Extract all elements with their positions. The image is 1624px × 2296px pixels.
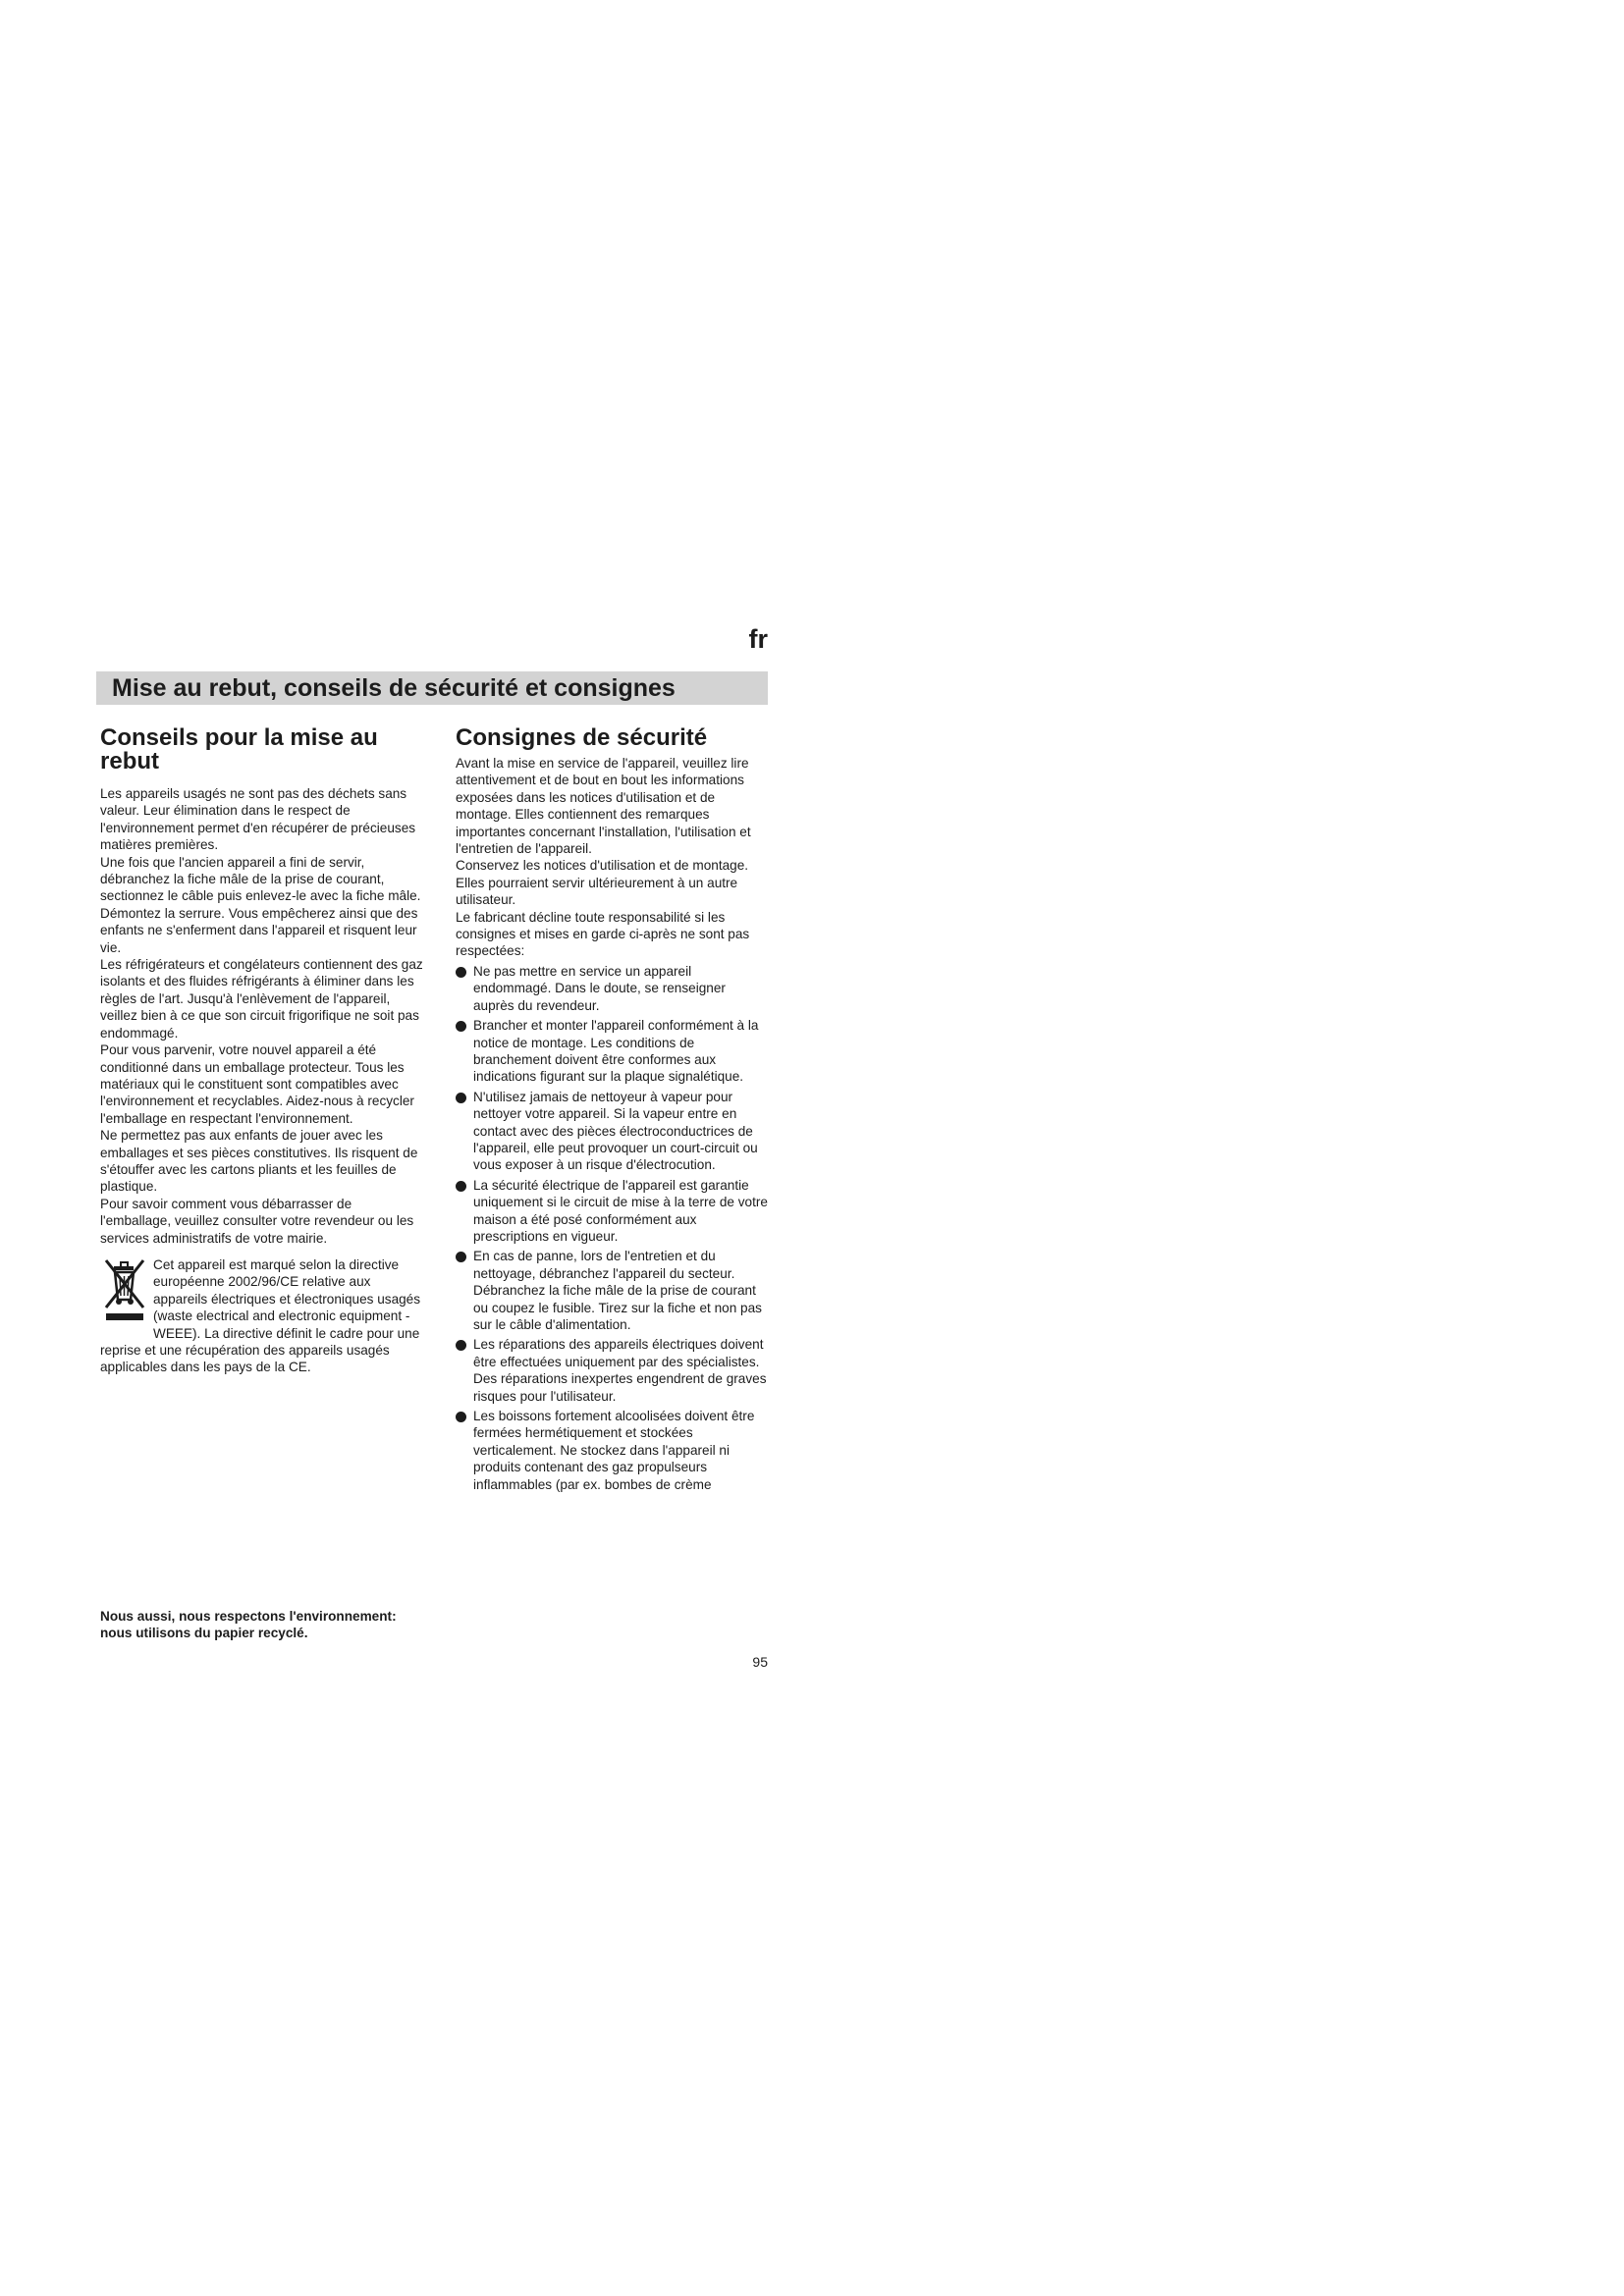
disposal-paragraph: Les réfrigérateurs et congélateurs contiennent des gaz isolants et des fluides réfrigérants à éliminer dans les règles de l'art. Jusqu'à l'enlèvement de l'appareil, veillez bien à ce que son circuit frigorifique ne soit pas endommagé. [100,957,423,1041]
safety-bullet-text: En cas de panne, lors de l'entretien et du nettoyage, débranchez l'appareil du secteur. Débranchez la fiche mâle de la prise de courant ou coupez le fusible. Tirez sur la fiche et non pas sur le câble d'alimentation. [473,1249,762,1332]
safety-bullet [456,1017,768,1086]
safety-bullet-text: Brancher et monter l'appareil conformément à la notice de montage. Les conditions de branchement doivent être conformes aux indications figurant sur la plaque signalétique. [473,1018,759,1085]
language-tag: fr [748,624,768,654]
safety-bullet-text: Les boissons fortement alcoolisées doivent être fermées hermétiquement et stockées verticalement. Ne stockez dans l'appareil ni produits contenant des gaz propulseurs inflammables (par ex. bombes de crème [473,1409,755,1492]
section-banner [96,671,768,705]
disposal-title: Conseils pour la mise au rebut [100,724,378,774]
disposal-paragraph: Pour savoir comment vous débarrasser de l'emballage, veuillez consulter votre revendeur ou les services administratifs de votre mairie. [100,1196,414,1246]
safety-paragraph: Avant la mise en service de l'appareil, veuillez lire attentivement et de bout en bout les informations exposées dans les notices d'utilisation et de montage. Elles contiennent des remarques importantes concernant l'installation, l'utilisation et l'entretien de l'appareil. [456,756,751,857]
safety-bullet [456,1336,768,1405]
disposal-paragraph: Les appareils usagés ne sont pas des déchets sans valeur. Leur élimination dans le respect de l'environnement permet d'en récupérer de précieuses matières premières. [100,786,416,853]
crossed-bin-icon [100,1256,149,1325]
bullet-dot-icon [456,1181,466,1192]
safety-bullet-text: N'utilisez jamais de nettoyeur à vapeur pour nettoyer votre appareil. Si la vapeur entre en contact avec des pièces électroconductrices de l'appareil, elle peut provoquer un court-circuit ou vous exposer à un risque d'électrocution. [473,1089,758,1173]
safety-bullet [456,1177,768,1246]
safety-bullet [456,963,768,1014]
bullet-dot-icon [456,1340,466,1351]
safety-bullet-list [456,963,768,1493]
weee-notice [100,1256,424,1376]
safety-title: Consignes de sécurité [456,724,708,751]
bullet-dot-icon [456,1093,466,1103]
disposal-paragraph: Pour vous parvenir, votre nouvel appareil a été conditionné dans un emballage protecteur. Tous les matériaux qui le constituent sont compatibles avec l'environnement et recyclables. Aidez-nous à recycler l'emballage en respectant l'environnement. [100,1042,414,1126]
safety-bullet-text: La sécurité électrique de l'appareil est garantie uniquement si le circuit de mise à la terre de votre maison a été posé conformément aux prescriptions en vigueur. [473,1177,768,1244]
disposal-paragraph: Une fois que l'ancien appareil a fini de servir, débranchez la fiche mâle de la prise de courant, sectionnez le câble puis enlevez-le avec la fiche mâle. [100,854,421,904]
disposal-paragraph: Ne permettez pas aux enfants de jouer avec les emballages et ses pièces constitutives. Ils risquent de s'étouffer avec les cartons pliants et les feuilles de plastique. [100,1128,418,1195]
page-number: 95 [752,1654,768,1670]
safety-bullet [456,1408,768,1493]
bullet-dot-icon [456,967,466,978]
safety-bullet [456,1089,768,1174]
weee-text: Cet appareil est marqué selon la directive européenne 2002/96/CE relative aux appareils électriques et électroniques usagés (waste electrical and electronic equipment - WEEE). La directive définit le cadre pour une reprise et une récupération des appareils usagés applicables dans les pays de la CE. [100,1256,421,1375]
safety-paragraph: Conservez les notices d'utilisation et de montage. Elles pourraient servir ultérieurement à un autre utilisateur. [456,858,749,908]
banner-title: Mise au rebut, conseils de sécurité et consignes [112,674,676,702]
safety-bullet [456,1248,768,1333]
safety-bullet-text: Les réparations des appareils électriques doivent être effectuées uniquement par des spécialistes. Des réparations inexpertes engendrent de graves risques pour l'utilisateur. [473,1337,767,1404]
bullet-dot-icon [456,1021,466,1032]
safety-column [456,715,768,1493]
bullet-dot-icon [456,1412,466,1422]
disposal-paragraph: Démontez la serrure. Vous empêcherez ainsi que des enfants ne s'enferment dans l'appareil et risquent leur vie. [100,905,418,955]
safety-bullet-text: Ne pas mettre en service un appareil endommagé. Dans le doute, se renseigner auprès du revendeur. [473,963,726,1013]
safety-paragraph: Le fabricant décline toute responsabilité si les consignes et mises en garde ci-après ne sont pas respectées: [456,909,750,959]
recycled-paper-note: Nous aussi, nous respectons l'environnement: nous utilisons du papier recyclé. [100,1609,397,1641]
disposal-column [100,715,424,1376]
bullet-dot-icon [456,1252,466,1262]
